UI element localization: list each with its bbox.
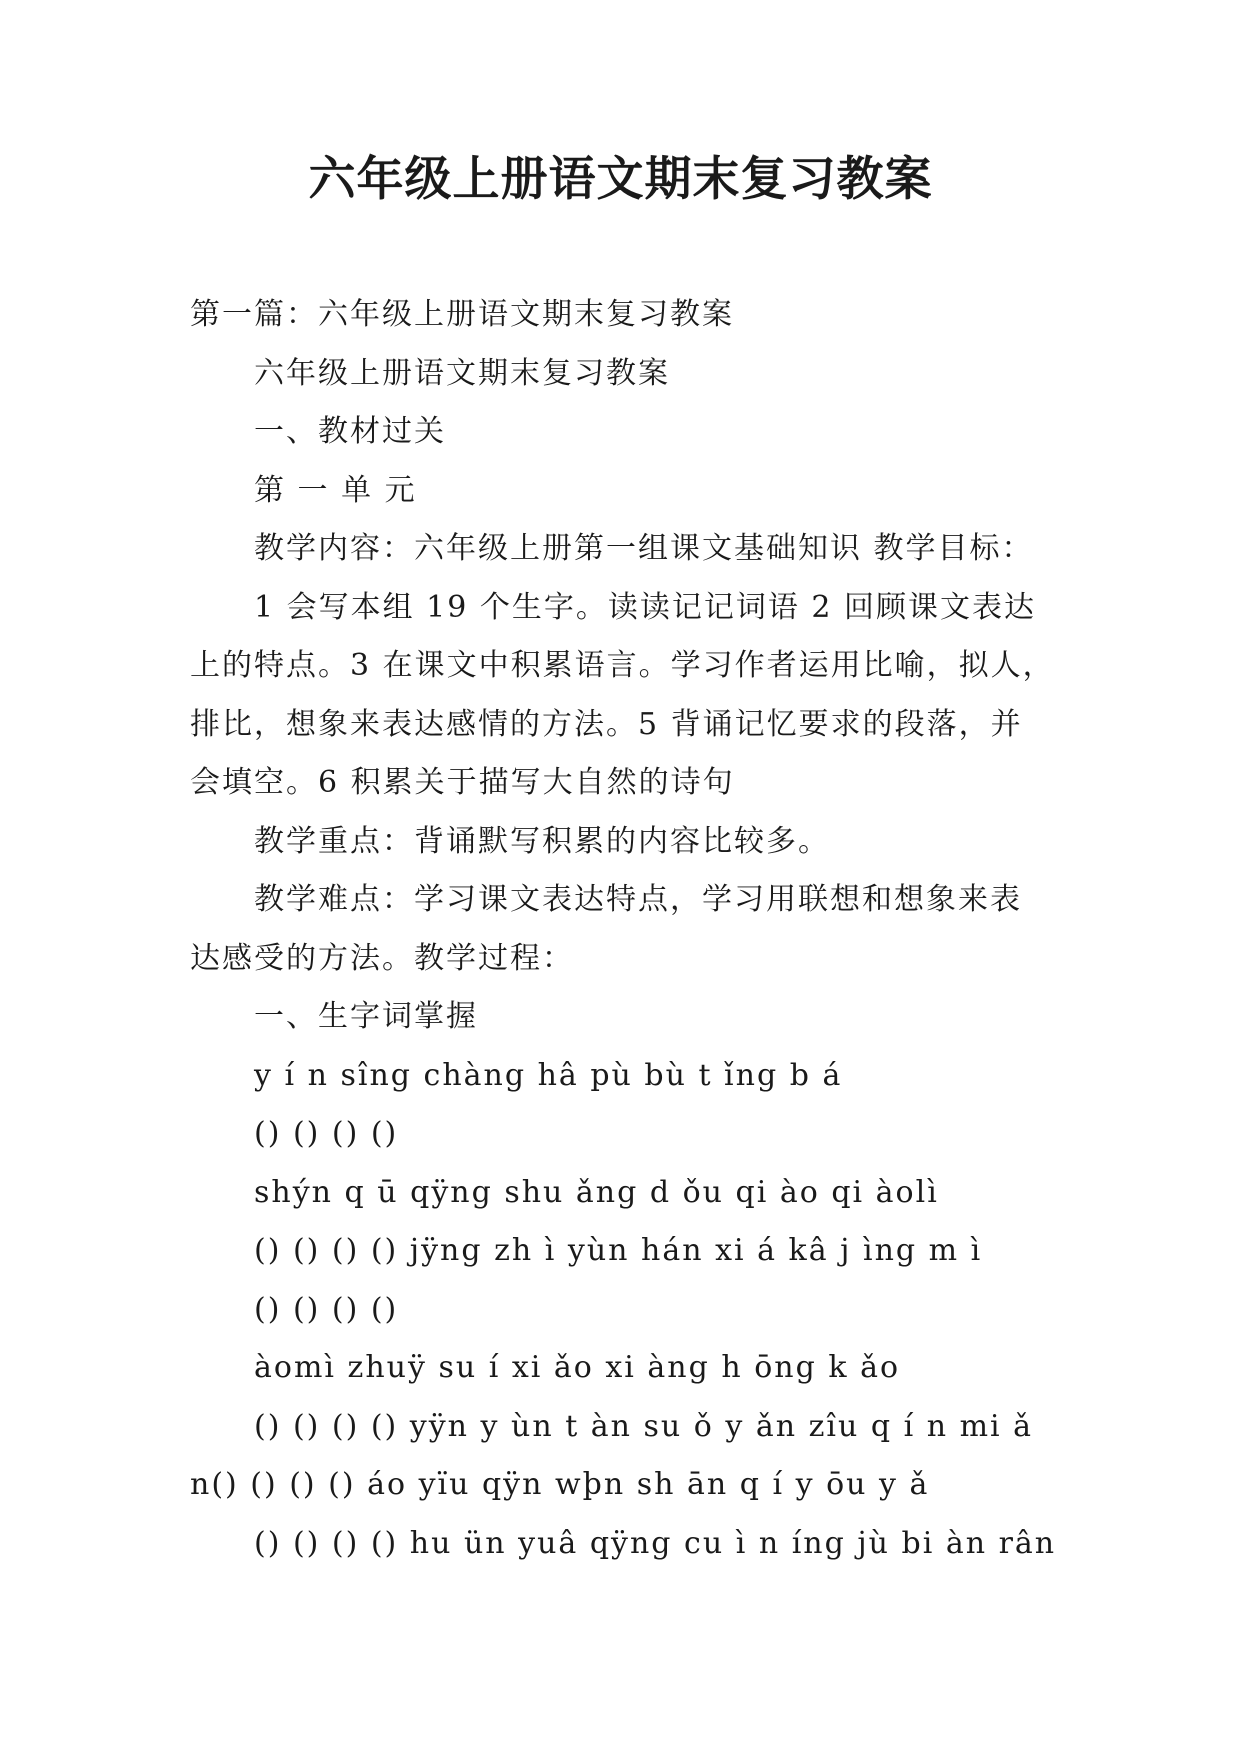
body-line: () () () () (254, 1116, 399, 1151)
body-line: 一、生字词掌握 (254, 999, 478, 1034)
body-line: y í n sîng chàng hâ pù bù t ǐng b á (254, 1057, 843, 1093)
body-line: () () () () jÿng zh ì yùn hán xi á kâ j ìng m ì (254, 1233, 983, 1268)
body-line: 六年级上册语文期末复习教案 (254, 355, 670, 391)
body-line: () () () () (254, 1291, 399, 1327)
body-line: 会填空。6 积累关于描写大自然的诗句 (190, 765, 735, 800)
body-line: n() () () () áo yïu qÿn wþn sh ān q í y ōu y ǎ (190, 1467, 930, 1502)
body-line: () () () () hu ün yuâ qÿng cu ì n íng jù bi àn rân (254, 1525, 1057, 1561)
body-line: 教学内容：六年级上册第一组课文基础知识 教学目标： (254, 531, 1034, 566)
body-line: shýn q ū qÿng shu ǎng d ǒu qi ào qi àolì (254, 1174, 939, 1210)
body-line: àomì zhuÿ su í xi ǎo xi àng h ōng k ǎo (254, 1350, 901, 1385)
body-line: 上的特点。3 在课文中积累语言。学习作者运用比喻，拟人， (190, 648, 1055, 683)
body-line: 教学重点：背诵默写积累的内容比较多。 (254, 823, 830, 859)
document-title: 六年级上册语文期末复习教案 (308, 152, 933, 207)
body-line: 排比，想象来表达感情的方法。5 背诵记忆要求的段落，并 (190, 706, 1023, 742)
body-line: 达感受的方法。教学过程： (190, 940, 574, 976)
body-line: 1 会写本组 19 个生字。读读记记词语 2 回顾课文表达 (254, 589, 1037, 625)
body-line: () () () () yÿn y ùn t àn su ǒ y ǎn zîu q í n mi ǎ (254, 1408, 1034, 1444)
body-line: 教学难点：学习课文表达特点，学习用联想和想象来表 (254, 882, 1022, 917)
body-line: 第 一 单 元 (254, 472, 417, 508)
document-body (190, 286, 1060, 1573)
body-line: 一、教材过关 (254, 414, 446, 449)
body-line: 第一篇：六年级上册语文期末复习教案 (190, 297, 734, 332)
